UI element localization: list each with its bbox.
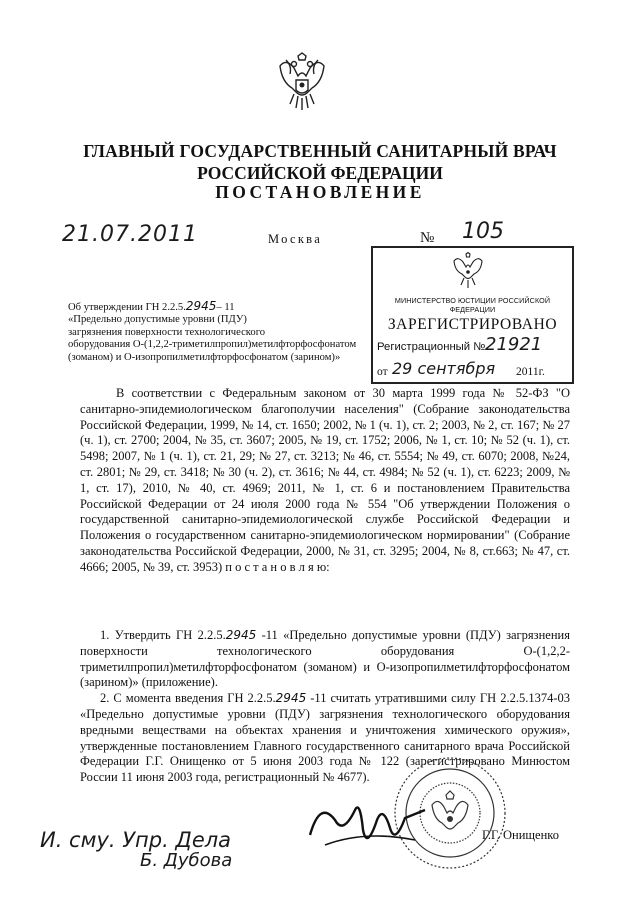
handwritten-number: 105	[462, 219, 504, 244]
item-1-prefix: 1. Утвердить ГН 2.2.5.	[100, 628, 226, 642]
city: Москва	[268, 232, 323, 246]
item-1-text: -11 «Предельно допустимые уровни (ПДУ) загрязнения поверхности технологического оборудования О-(1,2,2-триметилпропил)метилфторфосфонатом (зоманом) и О-изопропилметилфторфосфонатом (зарином)» (приложение).	[80, 628, 570, 690]
item-2-text: -11 считать утратившими силу ГН 2.2.5.1374-03 «Предельно допустимые уровни (ПДУ) загрязнения технологического оборудования вредными веществами на объектах хранения и уничтожения химического оружия», утвержденные постановлением Главного государственного санитарного врача Российской Федерации Г.Г. Онищенко от 5 июня 2003 года № 122 (зарегистрировано Минюстом России 11 июня 2003 года, регистрационный № 4677).	[80, 691, 570, 785]
preamble-paragraph: В соответствии с Федеральным законом от 30 марта 1999 года № 52-ФЗ "О санитарно-эпидемиологическом благополучии населения" (Собрание законодательства Российской Федерации, 1999, № 14, ст. 1650; 2002, № 1 (ч. 1), ст. 2; 2003, № 2, ст. 167; № 27 (ч. 1), ст. 2700; 2004, № 35, ст. 3607; 2005, № 19, ст. 1752; 2006, № 1, ст. 10; № 52 (ч. 1), ст. 5498; 2007, № 1 (ч. 1), ст. 21, 29; № 27, ст. 3213; № 46, ст. 5554; № 49, ст. 6070; 2008, №24, ст. 2801; № 29, ст. 3418; № 30 (ч. 2), ст. 3616; № 44, ст. 4984; № 52 (ч. 1), ст. 6223; 2009, № 1, ст. 17), 2010, № 40, ст. 4969; 2011, № 1, ст. 6 и постановлением Правительства Российской Федерации от 24 июля 2000 года № 554 "Об утверждении Положения о государственной санитарно-эпидемиологической службе Российской Федерации и Положения о государственном санитарно-эпидемиологическом нормировании" (Собрание законодательства Российской Федерации, 2000, № 31, ст. 3295; 2004, № 8, ст.663; № 47, ст. 4666; 2005, № 39, ст. 3953) п о с т а н о в л я ю:	[80, 386, 570, 574]
item-1	[80, 628, 570, 691]
subject-suffix: – 11	[216, 302, 235, 313]
stamp-from-label: от	[377, 366, 388, 378]
subject-block	[68, 300, 398, 364]
subject-handwritten-code: 2945	[185, 299, 217, 313]
stamp-regno-label: Регистрационный №	[377, 341, 486, 353]
subject-line-4: оборудования О-(1,2,2-триметилпропил)метилфторфосфонатом	[68, 339, 357, 351]
number-label: №	[420, 230, 435, 246]
signatory-name: Г.Г. Онищенко	[482, 828, 559, 842]
item-2-prefix: 2. С момента введения ГН 2.2.5.	[100, 691, 276, 706]
stamp-emblem-icon	[450, 252, 486, 290]
subject-line-2: «Предельно допустимые уровни (ПДУ)	[68, 314, 247, 326]
subject-line-1	[68, 300, 398, 314]
issuer-subtitle: РОССИЙСКОЙ ФЕДЕРАЦИИ	[197, 163, 443, 183]
stamp-registered: ЗАРЕГИСТРИРОВАНО	[387, 316, 558, 333]
stamp-regno-handwritten: 21921	[485, 334, 543, 355]
subject-prefix: Об утверждении ГН 2.2.5.	[68, 302, 186, 313]
document-type: ПОСТАНОВЛЕНИЕ	[215, 182, 425, 202]
handwritten-date: 21.07.2011	[62, 222, 198, 247]
item-1-handwritten-code: 2945	[225, 628, 257, 642]
subject-line-5: (зоманом) и О-изопропилметилфторфосфонатом (зарином)»	[68, 351, 341, 363]
handwritten-note-2: Б. Дубова	[140, 850, 233, 871]
handwritten-note-1: И. сму. Упр. Дела	[40, 828, 232, 852]
stamp-ministry: МИНИСТЕРСТВО ЮСТИЦИИ РОССИЙСКОЙ ФЕДЕРАЦИИ	[394, 296, 551, 314]
preamble-block	[80, 386, 570, 576]
signature-icon	[305, 790, 435, 860]
stamp-year: 2011г.	[516, 366, 545, 378]
issuer-title: ГЛАВНЫЙ ГОСУДАРСТВЕННЫЙ САНИТАРНЫЙ ВРАЧ	[83, 141, 557, 161]
stamp-date-handwritten: 29 сентября	[392, 359, 496, 378]
coat-of-arms-icon	[272, 52, 332, 114]
subject-line-3: загрязнения поверхности технологического	[68, 326, 266, 338]
item-2-handwritten-code: 2945	[275, 691, 307, 706]
